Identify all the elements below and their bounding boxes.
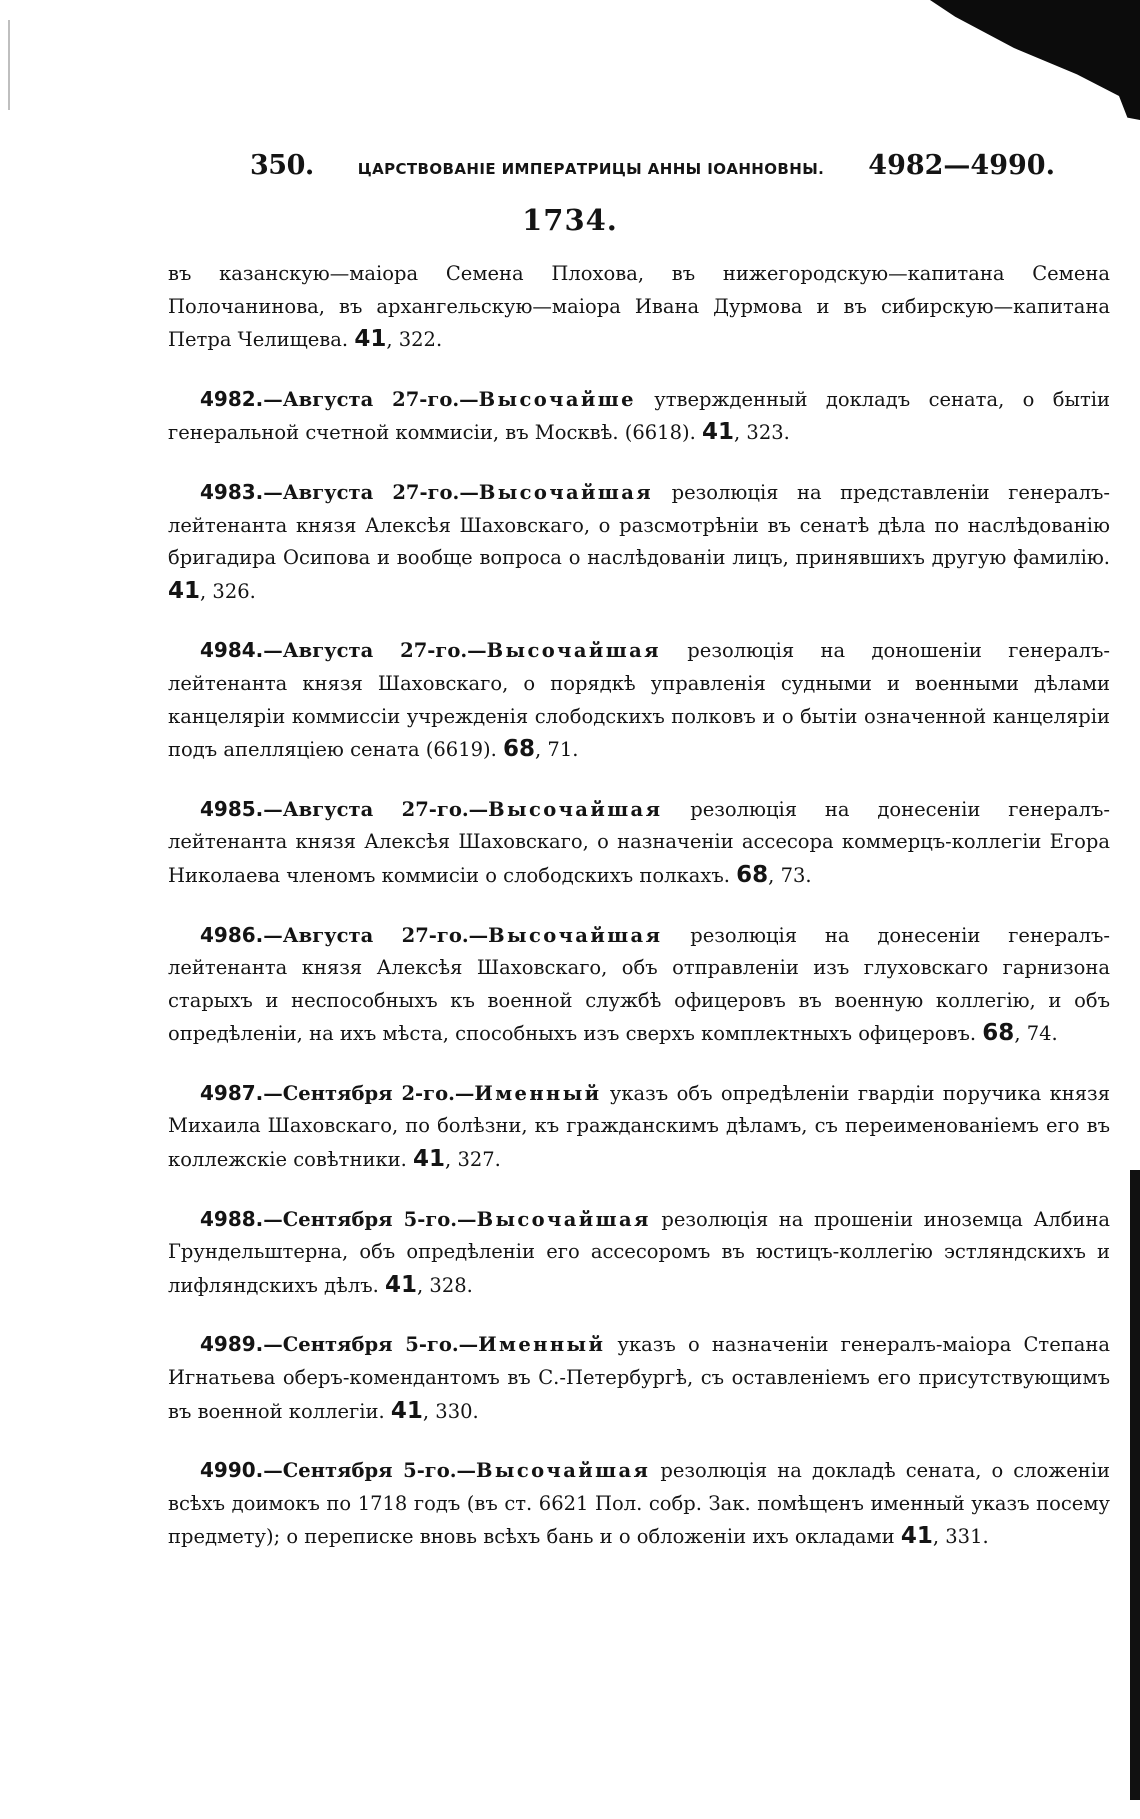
scan-edge-mark — [8, 20, 10, 110]
page-reference: , 73. — [768, 863, 812, 887]
entry-date: —Августа 27-го.— — [263, 639, 487, 663]
volume-number: 68 — [736, 861, 769, 888]
page-header — [250, 150, 1055, 190]
entry-kind: Именный — [474, 1081, 602, 1105]
entry-text: резолюція на донесеніи генералъ-лейтенанта князя Алексѣя Шаховскаго, о назначеніи ассесора коммерцъ-коллегіи Егора Николаева членомъ коммисіи о слободскихъ полкахъ. — [168, 797, 1110, 887]
entry-date: —Сентября 5-го.— — [263, 1333, 479, 1357]
entry-number: 4989. — [200, 1332, 264, 1357]
page-reference: , 326. — [200, 579, 256, 603]
entry-4990 — [168, 1454, 1110, 1554]
volume-number: 41 — [168, 577, 201, 604]
entry-text: утвержденный докладъ сената, о бытіи генеральной счетной коммисіи, въ Москвѣ. (6618). — [168, 387, 1110, 445]
entry-text: резолюція на доношеніи генералъ-лейтенанта князя Шаховскаго, о порядкѣ управленія судными и военными дѣлами канцеляріи коммиссіи учрежденія слободскихъ полковъ и о бытіи означенной канцеляріи подъ апелляціею сената (6619). — [168, 639, 1110, 762]
entry-4984 — [168, 634, 1110, 766]
entry-number: 4982. — [200, 386, 264, 411]
entry-kind: Высочайшая — [488, 923, 663, 947]
entry-4985 — [168, 793, 1110, 893]
volume-number: 41 — [354, 326, 387, 353]
running-title: ЦАРСТВОВАНІЕ ИМПЕРАТРИЦЫ АННЫ ІОАННОВНЫ. — [357, 160, 825, 178]
entry-kind: Высочайше — [478, 387, 636, 411]
entry-text: резолюція на донесеніи генералъ-лейтенанта князя Алексѣя Шаховскаго, объ отправленіи изъ глуховскаго гарнизона старыхъ и неспособныхъ къ военной службѣ офицеровъ въ военную коллегію, и объ опредѣленіи, на ихъ мѣста, способныхъ изъ сверхъ комплектныхъ офицеровъ. — [168, 923, 1110, 1046]
entry-text: резолюція на докладѣ сената, о сложеніи всѣхъ доимокъ по 1718 годъ (въ ст. 6621 Пол. собр. Зак. помѣщенъ именный указъ посему предмету); о переписке вновь всѣхъ бань и о обложеніи ихъ окладами — [168, 1459, 1110, 1549]
volume-number: 68 — [503, 736, 536, 763]
entry-date: —Сентября 5-го.— — [263, 1207, 477, 1231]
entry-number: 4986. — [200, 922, 264, 947]
entry-number: 4988. — [200, 1206, 264, 1231]
continuation-text: въ казанскую—маіора Семена Плохова, въ нижегородскую—капитана Семена Полочанинова, въ архангельскую—маіора Ивана Дурмова и въ сибирскую—капитана Петра Челищева. — [168, 262, 1110, 352]
continuation-paragraph — [168, 258, 1110, 357]
entry-text: указъ о назначеніи генералъ-маіора Степана Игнатьева оберъ-комендантомъ въ С.-Петербургѣ, съ оставленіемъ его присутствующимъ въ военной коллегіи. — [168, 1333, 1110, 1423]
entry-4987 — [168, 1077, 1110, 1177]
entry-text: резолюція на прошеніи иноземца Албина Грундельштерна, объ опредѣленіи его ассесоромъ въ юстицъ-коллегію эстляндскихъ и лифляндскихъ дѣлъ. — [168, 1207, 1110, 1297]
volume-number: 41 — [900, 1523, 933, 1550]
entry-date: —Сентября 2-го.— — [263, 1081, 475, 1105]
entry-text: указъ объ опредѣленіи гвардіи поручика князя Михаила Шаховскаго, по болѣзни, къ гражданскимъ дѣламъ, съ переименованіемъ его въ коллежскіе совѣтники. — [168, 1081, 1110, 1172]
volume-number: 41 — [390, 1397, 423, 1424]
entry-kind: Высочайшая — [478, 480, 654, 504]
entry-kind: Именный — [478, 1333, 606, 1357]
entry-number: 4990. — [200, 1458, 264, 1483]
entry-kind: Высочайшая — [476, 1459, 651, 1483]
volume-number: 41 — [413, 1146, 446, 1173]
entry-kind: Высочайшая — [486, 639, 661, 663]
page-reference: , 327. — [445, 1148, 501, 1172]
entry-range: 4982—4990. — [868, 150, 1055, 181]
entry-4983 — [168, 476, 1110, 608]
entry-text: резолюція на представленіи генералъ-лейтенанта князя Алексѣя Шаховскаго, о разсмотрѣніи въ сенатѣ дѣла по наслѣдованію бригадира Осипова и вообще вопроса о наслѣдованіи лицъ, принявшихъ другую фамилію. — [168, 480, 1110, 570]
entry-number: 4983. — [200, 479, 264, 504]
entry-4988 — [168, 1203, 1110, 1303]
page-reference: , 328. — [417, 1273, 473, 1297]
entry-kind: Высочайшая — [488, 797, 663, 821]
entry-date: —Сентября 5-го.— — [263, 1459, 477, 1483]
page-reference: , 323. — [734, 421, 790, 445]
page-reference: , 330. — [422, 1399, 479, 1423]
entry-date: —Августа 27-го.— — [263, 797, 489, 821]
entry-date: —Августа 27-го.— — [263, 923, 489, 947]
volume-number: 68 — [982, 1020, 1015, 1047]
page-reference: , 322. — [386, 328, 443, 352]
scan-corner-artifact — [930, 0, 1140, 120]
volume-number: 41 — [702, 419, 735, 446]
entry-4982 — [168, 383, 1110, 450]
page-reference: , 74. — [1014, 1022, 1058, 1046]
entry-4989 — [168, 1328, 1110, 1428]
entry-date: —Августа 27-го.— — [263, 387, 479, 411]
entry-date: —Августа 27-го.— — [263, 480, 479, 504]
page-reference: , 331. — [932, 1525, 989, 1549]
year-heading: 1734. — [522, 203, 618, 237]
entry-kind: Высочайшая — [476, 1207, 651, 1231]
entry-number: 4985. — [200, 796, 264, 821]
entry-number: 4984. — [200, 638, 264, 663]
entry-4986 — [168, 919, 1110, 1051]
volume-number: 41 — [385, 1271, 418, 1298]
page-number: 350. — [250, 150, 314, 181]
entry-number: 4987. — [200, 1080, 264, 1105]
page-body — [168, 258, 1110, 1554]
scan-right-edge-shadow — [1130, 1170, 1140, 1800]
page-reference: , 71. — [535, 738, 579, 762]
